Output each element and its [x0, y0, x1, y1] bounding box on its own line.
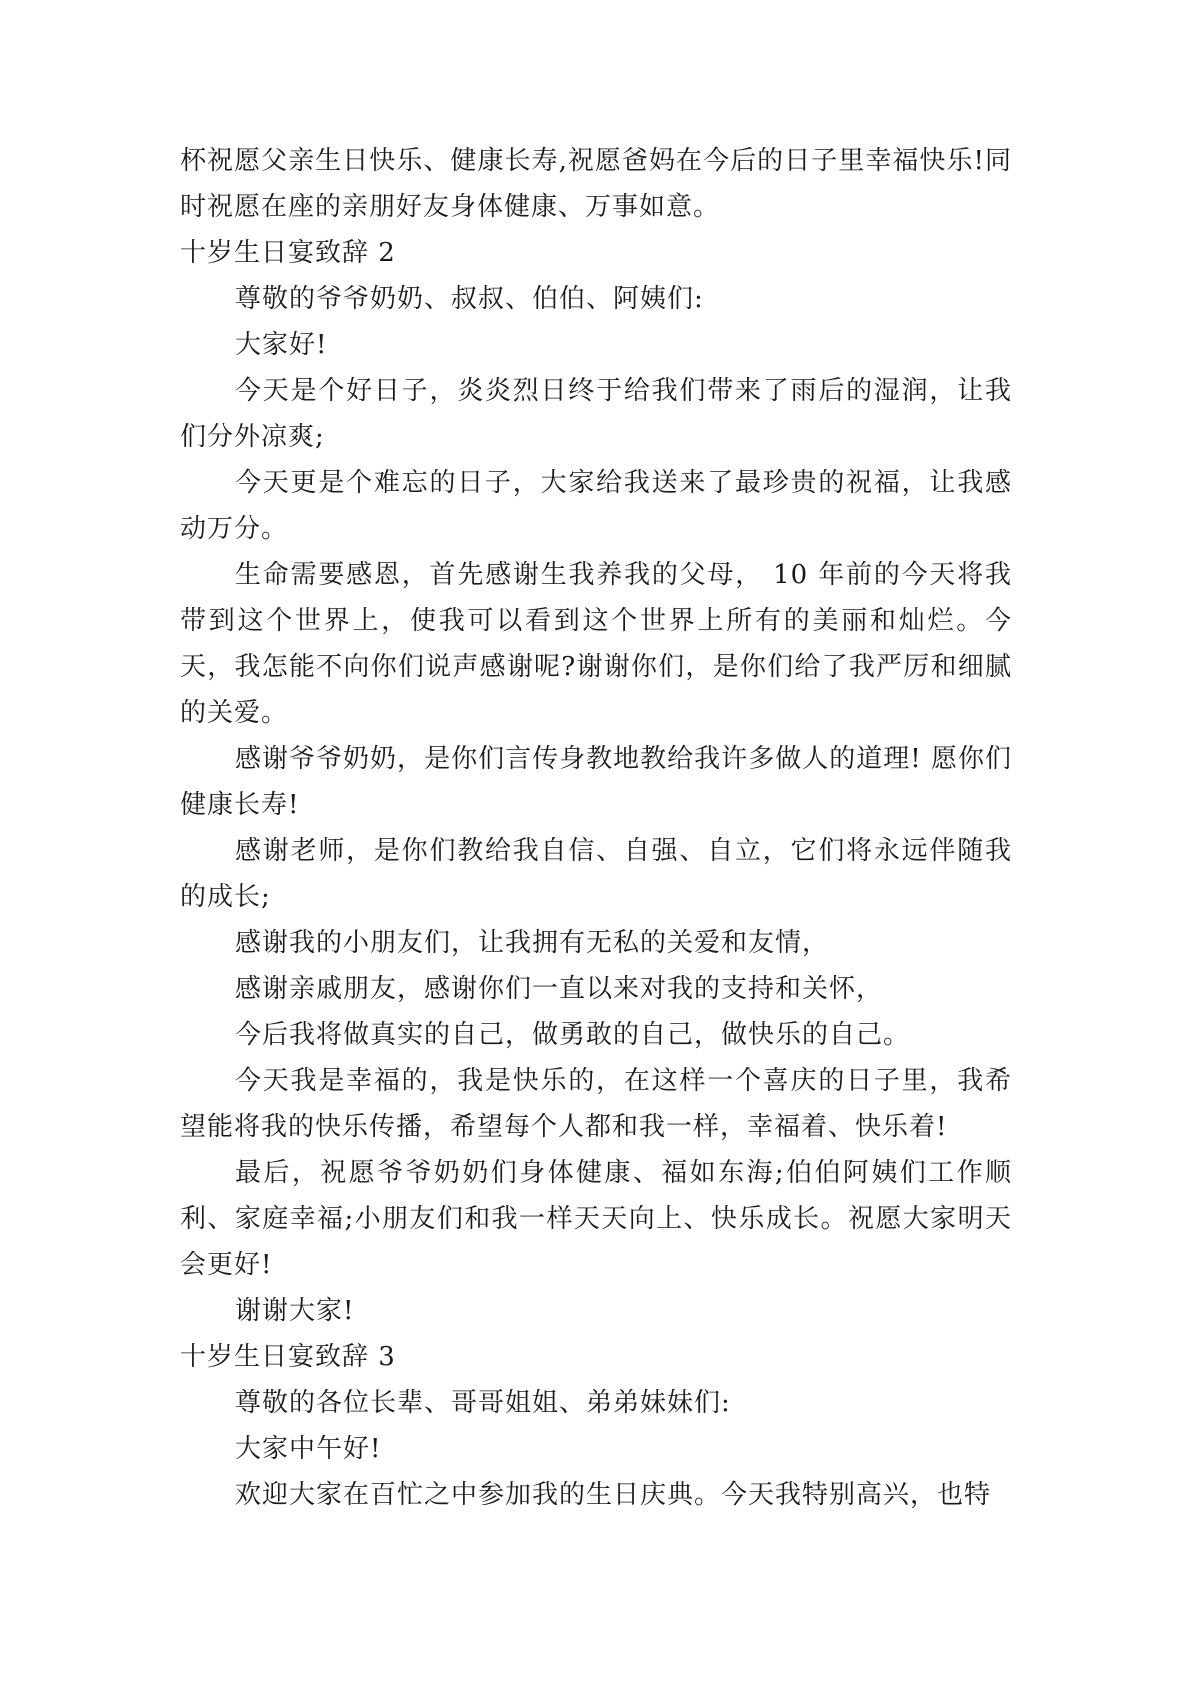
document-body [180, 138, 1012, 1518]
paragraph: 感谢爷爷奶奶，是你们言传身教地教给我许多做人的道理! 愿你们健康长寿! [180, 744, 1012, 820]
paragraph: 欢迎大家在百忙之中参加我的生日庆典。今天我特别高兴，也特 [235, 1480, 992, 1510]
paragraph: 大家中午好! [235, 1434, 382, 1464]
section-heading: 十岁生日宴致辞 2 [180, 238, 396, 268]
paragraph: 最后，祝愿爷爷奶奶们身体健康、福如东海;伯伯阿姨们工作顺利、家庭幸福;小朋友们和我一样天天向上、快乐成长。祝愿大家明天会更好! [180, 1158, 1012, 1280]
paragraph: 杯祝愿父亲生日快乐、健康长寿,祝愿爸妈在今后的日子里幸福快乐!同时祝愿在座的亲朋好友身体健康、万事如意。 [180, 146, 1012, 222]
section-heading: 十岁生日宴致辞 3 [180, 1342, 396, 1372]
paragraph: 大家好! [235, 330, 328, 360]
paragraph: 尊敬的各位长辈、哥哥姐姐、弟弟妹妹们: [235, 1388, 731, 1418]
paragraph: 今后我将做真实的自己，做勇敢的自己，做快乐的自己。 [235, 1020, 911, 1050]
paragraph: 谢谢大家! [235, 1296, 355, 1326]
paragraph: 感谢老师，是你们教给我自信、自强、自立，它们将永远伴随我的成长; [180, 836, 1012, 912]
paragraph: 今天是个好日子，炎炎烈日终于给我们带来了雨后的湿润，让我们分外凉爽; [180, 376, 1012, 452]
paragraph: 今天更是个难忘的日子，大家给我送来了最珍贵的祝福，让我感动万分。 [180, 468, 1012, 544]
paragraph: 尊敬的爷爷奶奶、叔叔、伯伯、阿姨们: [235, 284, 704, 314]
paragraph: 今天我是幸福的，我是快乐的，在这样一个喜庆的日子里，我希望能将我的快乐传播，希望每个人都和我一样，幸福着、快乐着! [180, 1066, 1012, 1142]
paragraph: 感谢我的小朋友们，让我拥有无私的关爱和友情， [235, 928, 830, 958]
paragraph: 感谢亲戚朋友，感谢你们一直以来对我的支持和关怀， [235, 974, 884, 1004]
paragraph: 生命需要感恩，首先感谢生我养我的父母， 10 年前的今天将我带到这个世界上，使我可以看到这个世界上所有的美丽和灿烂。今天，我怎能不向你们说声感谢呢?谢谢你们，是你们给了我严厉和细腻的关爱。 [180, 560, 1012, 728]
